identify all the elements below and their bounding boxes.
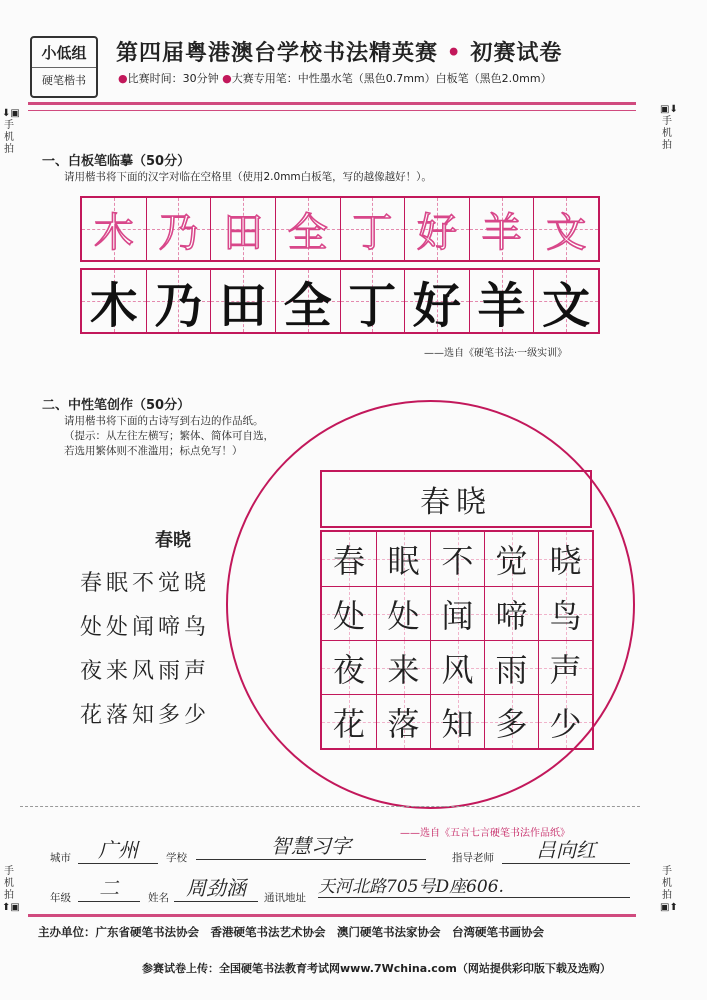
bullet-icon: ● <box>222 72 232 85</box>
poem-line: 处处闻啼鸟 <box>80 615 211 640</box>
organizers: 主办单位：广东省硬笔书法协会 香港硬笔书法艺术协会 澳门硬笔书法家协会 台湾硬笔书画协会 <box>38 925 544 939</box>
model-char-cell: 羊 <box>469 198 534 260</box>
city-label: 城市 <box>50 852 71 864</box>
section1-source: ——选自《硬笔书法·一级实训》 <box>424 348 568 359</box>
poem-grid-cell[interactable]: 觉 <box>484 532 538 586</box>
written-poem-grid <box>320 530 594 750</box>
written-char-cell[interactable]: 田 <box>210 270 275 332</box>
model-char-cell: 田 <box>210 198 275 260</box>
written-char-cell[interactable]: 好 <box>404 270 469 332</box>
side-label-bottom-right: 手机拍 ▣⬆ <box>660 866 678 913</box>
grade-label: 年级 <box>50 892 71 904</box>
section2-source: ——选自《五言七言硬笔书法作品纸》 <box>400 828 570 839</box>
written-char-cell[interactable]: 羊 <box>469 270 534 332</box>
poem-line: 花落知多少 <box>80 703 211 728</box>
written-char-cell[interactable]: 全 <box>275 270 340 332</box>
section1-heading: 一、白板笔临摹（50分） <box>42 154 191 169</box>
section1-note: 请用楷书将下面的汉字对临在空格里（使用2.0mm白板笔，写的越像越好！）。 <box>64 171 432 183</box>
bullet-icon: ● <box>118 72 128 85</box>
poem-grid-cell[interactable]: 眠 <box>376 532 430 586</box>
model-char-cell: 丁 <box>340 198 405 260</box>
side-label-bottom-left: 手机拍 ⬆▣ <box>2 866 20 913</box>
header-divider-thin <box>28 110 636 111</box>
name-label: 姓名 <box>148 892 169 904</box>
poem-grid-cell[interactable]: 不 <box>430 532 484 586</box>
poem-grid-cell[interactable]: 晓 <box>538 532 592 586</box>
poem-grid-cell[interactable]: 雨 <box>484 640 538 694</box>
teacher-label: 指导老师 <box>452 852 494 864</box>
group-category: 硬笔楷书 <box>32 67 96 88</box>
model-char-row <box>80 196 600 262</box>
poem-grid-cell[interactable]: 风 <box>430 640 484 694</box>
poem-grid-cell[interactable]: 落 <box>376 694 430 748</box>
side-label-top-left: ⬇▣ 手机拍 <box>2 108 20 155</box>
teacher-field[interactable]: 吕向红 <box>502 834 630 864</box>
poem-grid-cell[interactable]: 春 <box>322 532 376 586</box>
name-field[interactable]: 周劲涵 <box>174 872 258 902</box>
poem-grid-cell[interactable]: 来 <box>376 640 430 694</box>
title-main: 第四届粤港澳台学校书法精英赛 <box>116 40 439 66</box>
model-char-cell: 好 <box>404 198 469 260</box>
model-char-cell: 文 <box>533 198 598 260</box>
written-char-row <box>80 268 600 334</box>
poem-line: 春眠不觉晓 <box>80 571 211 596</box>
bullet-icon: • <box>438 40 471 66</box>
poem-grid-cell[interactable]: 知 <box>430 694 484 748</box>
camera-icon: ⬇▣ <box>2 108 20 119</box>
poem-grid-cell[interactable]: 多 <box>484 694 538 748</box>
poem-grid-cell[interactable]: 啼 <box>484 586 538 640</box>
poem-grid-cell[interactable]: 夜 <box>322 640 376 694</box>
poem-line: 夜来风雨声 <box>80 659 211 684</box>
school-field[interactable]: 智慧习字 <box>196 830 426 860</box>
exam-pens: 大赛专用笔：中性墨水笔（黑色0.7mm）白板笔（黑色2.0mm） <box>231 72 552 85</box>
model-char-cell: 乃 <box>146 198 211 260</box>
camera-icon: ⬆▣ <box>2 902 20 913</box>
section2-heading: 二、中性笔创作（50分） <box>42 398 191 413</box>
footer-divider <box>28 914 636 917</box>
upload-note: 参赛试卷上传：全国硬笔书法教育考试网www.7Wchina.com（网站提供彩印版下载及选购） <box>142 962 611 975</box>
city-field[interactable]: 广州 <box>78 834 158 864</box>
section2-note: 请用楷书将下面的古诗写到右边的作品纸。 （提示：从左往左横写；繁体、简体可自选， 若选用繁体则不准滥用；标点免写！） <box>64 415 274 457</box>
exam-info <box>118 70 552 86</box>
header-divider <box>28 102 636 105</box>
exam-time: 比赛时间：30分钟 <box>127 72 219 85</box>
address-label: 通讯地址 <box>264 892 306 904</box>
written-char-cell[interactable]: 木 <box>82 270 146 332</box>
poem-grid-cell[interactable]: 少 <box>538 694 592 748</box>
model-char-cell: 全 <box>275 198 340 260</box>
group-name: 小低组 <box>41 44 87 62</box>
poem-grid-cell[interactable]: 鸟 <box>538 586 592 640</box>
title-suffix: 初赛试卷 <box>470 40 563 66</box>
poem-grid-cell[interactable]: 花 <box>322 694 376 748</box>
poem-grid-cell[interactable]: 处 <box>376 586 430 640</box>
side-label-top-right: ▣⬇ 手机拍 <box>660 104 678 151</box>
poem-title: 春晓 <box>155 530 191 551</box>
address-field[interactable]: 天河北路705号D座606. <box>318 872 630 898</box>
camera-icon: ▣⬆ <box>660 902 678 913</box>
poem-grid-cell[interactable]: 处 <box>322 586 376 640</box>
poem-grid-cell[interactable]: 闻 <box>430 586 484 640</box>
camera-icon: ▣⬇ <box>660 104 678 115</box>
written-char-cell[interactable]: 文 <box>533 270 598 332</box>
poem-grid-cell[interactable]: 声 <box>538 640 592 694</box>
written-char-cell[interactable]: 乃 <box>146 270 211 332</box>
written-char-cell[interactable]: 丁 <box>340 270 405 332</box>
written-poem-title[interactable]: 春晓 <box>320 470 592 528</box>
page-title <box>116 36 562 67</box>
grade-field[interactable]: 二 <box>78 872 140 902</box>
cut-line <box>20 806 640 807</box>
group-badge <box>30 36 98 98</box>
school-label: 学校 <box>166 852 187 864</box>
model-char-cell: 木 <box>82 198 146 260</box>
